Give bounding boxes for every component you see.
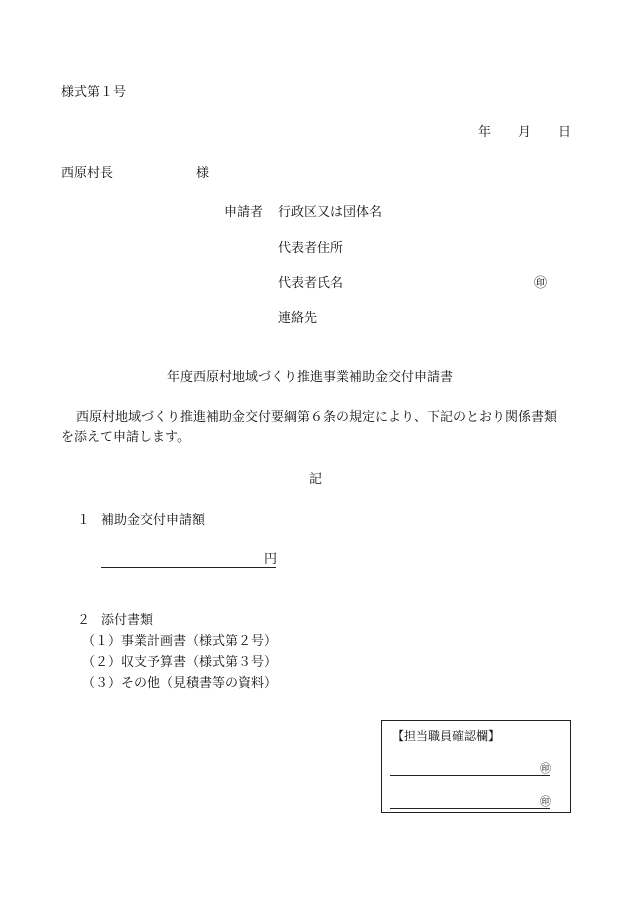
body-text-line2: を添えて申請します。 (61, 430, 190, 445)
section1-number: １ (77, 513, 91, 528)
attachment-item: （１）事業計画書（様式第２号） (82, 634, 278, 649)
rep-seal-mark: ㊞ (534, 276, 548, 291)
staff-signature-line-1[interactable] (390, 761, 550, 776)
section2-label: 添付書類 (101, 613, 154, 628)
addressee-name: 西原村長 (61, 166, 114, 181)
staff-seal-2: ㊞ (540, 795, 551, 808)
applicant-address: 代表者住所 (278, 241, 344, 256)
applicant-rep-name: 代表者氏名 (278, 276, 344, 291)
staff-seal-1: ㊞ (540, 762, 551, 775)
form-number: 様式第１号 (61, 85, 127, 100)
applicant-contact: 連絡先 (278, 311, 318, 326)
date-month: 月 (518, 125, 532, 140)
applicant-org-name: 行政区又は団体名 (278, 205, 383, 220)
amount-field[interactable] (101, 551, 276, 568)
document-title: 年度西原村地域づくり推進事業補助金交付申請書 (167, 370, 454, 385)
date-year: 年 (478, 125, 492, 140)
section1-label: 補助金交付申請額 (101, 513, 206, 528)
staff-signature-line-2[interactable] (390, 794, 550, 809)
staff-confirmation-box (381, 720, 571, 813)
ki-heading: 記 (309, 472, 323, 487)
attachment-item: （３）その他（見積書等の資料） (82, 676, 278, 691)
amount-unit: 円 (264, 552, 278, 567)
body-text-line1: 西原村地域づくり推進補助金交付要綱第６条の規定により、下記のとおり関係書類 (76, 410, 558, 425)
addressee-honorific: 様 (196, 166, 210, 181)
section2-number: ２ (77, 613, 91, 628)
attachment-item: （２）収支予算書（様式第３号） (82, 655, 278, 670)
applicant-label: 申請者 (224, 205, 264, 220)
confirm-box-title: 【担当職員確認欄】 (392, 729, 501, 743)
date-day: 日 (558, 125, 572, 140)
